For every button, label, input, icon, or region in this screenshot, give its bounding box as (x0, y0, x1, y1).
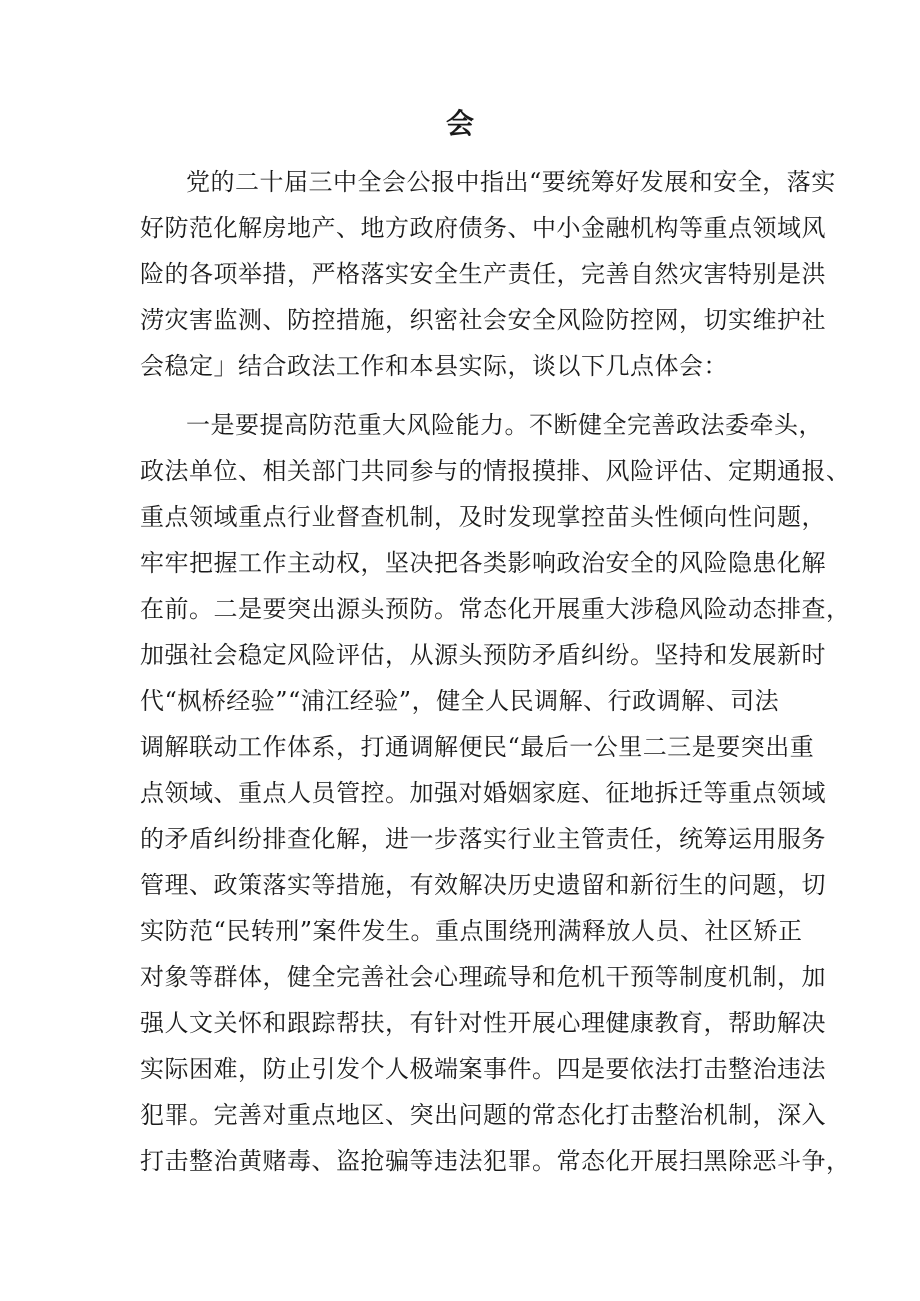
paragraph-line: 打击整治黄赌毒、盗抢骗等违法犯罪。常态化开展扫黑除恶斗争， (140, 1147, 851, 1175)
paragraph-line: 政法单位、相关部门共同参与的情报摸排、风险评估、定期通报、 (140, 457, 851, 485)
paragraph-line: 管理、政策落实等措施，有效解决历史遗留和新衍生的问题，切 (140, 871, 826, 899)
paragraph-line: 的矛盾纠纷排查化解，进一步落实行业主管责任，统筹运用服务 (140, 825, 826, 853)
paragraph-line: 党的二十届三中全会公报中指出“要统筹好发展和安全，落实 (186, 168, 836, 196)
page-title: 会 (445, 107, 474, 140)
paragraph-line: 对象等群体，健全完善社会心理疏导和危机干预等制度机制，加 (140, 963, 826, 991)
paragraph-line: 在前。二是要突出源头预防。常态化开展重大涉稳风险动态排查， (140, 595, 851, 623)
paragraph-line: 点领域、重点人员管控。加强对婚姻家庭、征地拆迁等重点领域 (140, 779, 826, 807)
paragraph-line: 调解联动工作体系，打通调解便民“最后一公里二三是要突出重 (140, 733, 815, 761)
paragraph-line: 好防范化解房地产、地方政府债务、中小金融机构等重点领域风 (140, 214, 826, 242)
paragraph-line: 加强社会稳定风险评估，从源头预防矛盾纠纷。坚持和发展新时 (140, 641, 826, 669)
paragraph-line: 实际困难，防止引发个人极端案事件。四是要依法打击整治违法 (140, 1055, 826, 1083)
paragraph-line: 一是要提高防范重大风险能力。不断健全完善政法委牵头， (186, 411, 823, 439)
paragraph-line: 重点领域重点行业督查机制，及时发现掌控苗头性倾向性问题， (140, 503, 826, 531)
paragraph-line: 险的各项举措，严格落实安全生产责任，完善自然灾害特别是洪 (140, 260, 826, 288)
paragraph-line: 牢牢把握工作主动权，坚决把各类影响政治安全的风险隐患化解 (140, 549, 826, 577)
paragraph-line: 代“枫桥经验”“浦江经验”，健全人民调解、行政调解、司法 (140, 687, 780, 715)
paragraph-line: 会稳定」结合政法工作和本县实际，谈以下几点体会： (140, 352, 728, 380)
paragraph-line: 强人文关怀和跟踪帮扶，有针对性开展心理健康教育，帮助解决 (140, 1009, 826, 1037)
paragraph-line: 实防范“民转刑”案件发生。重点围绕刑满释放人员、社区矫正 (140, 917, 803, 945)
paragraph-line: 涝灾害监测、防控措施，织密社会安全风险防控网，切实维护社 (140, 306, 826, 334)
paragraph-line: 犯罪。完善对重点地区、突出问题的常态化打击整治机制，深入 (140, 1101, 826, 1129)
